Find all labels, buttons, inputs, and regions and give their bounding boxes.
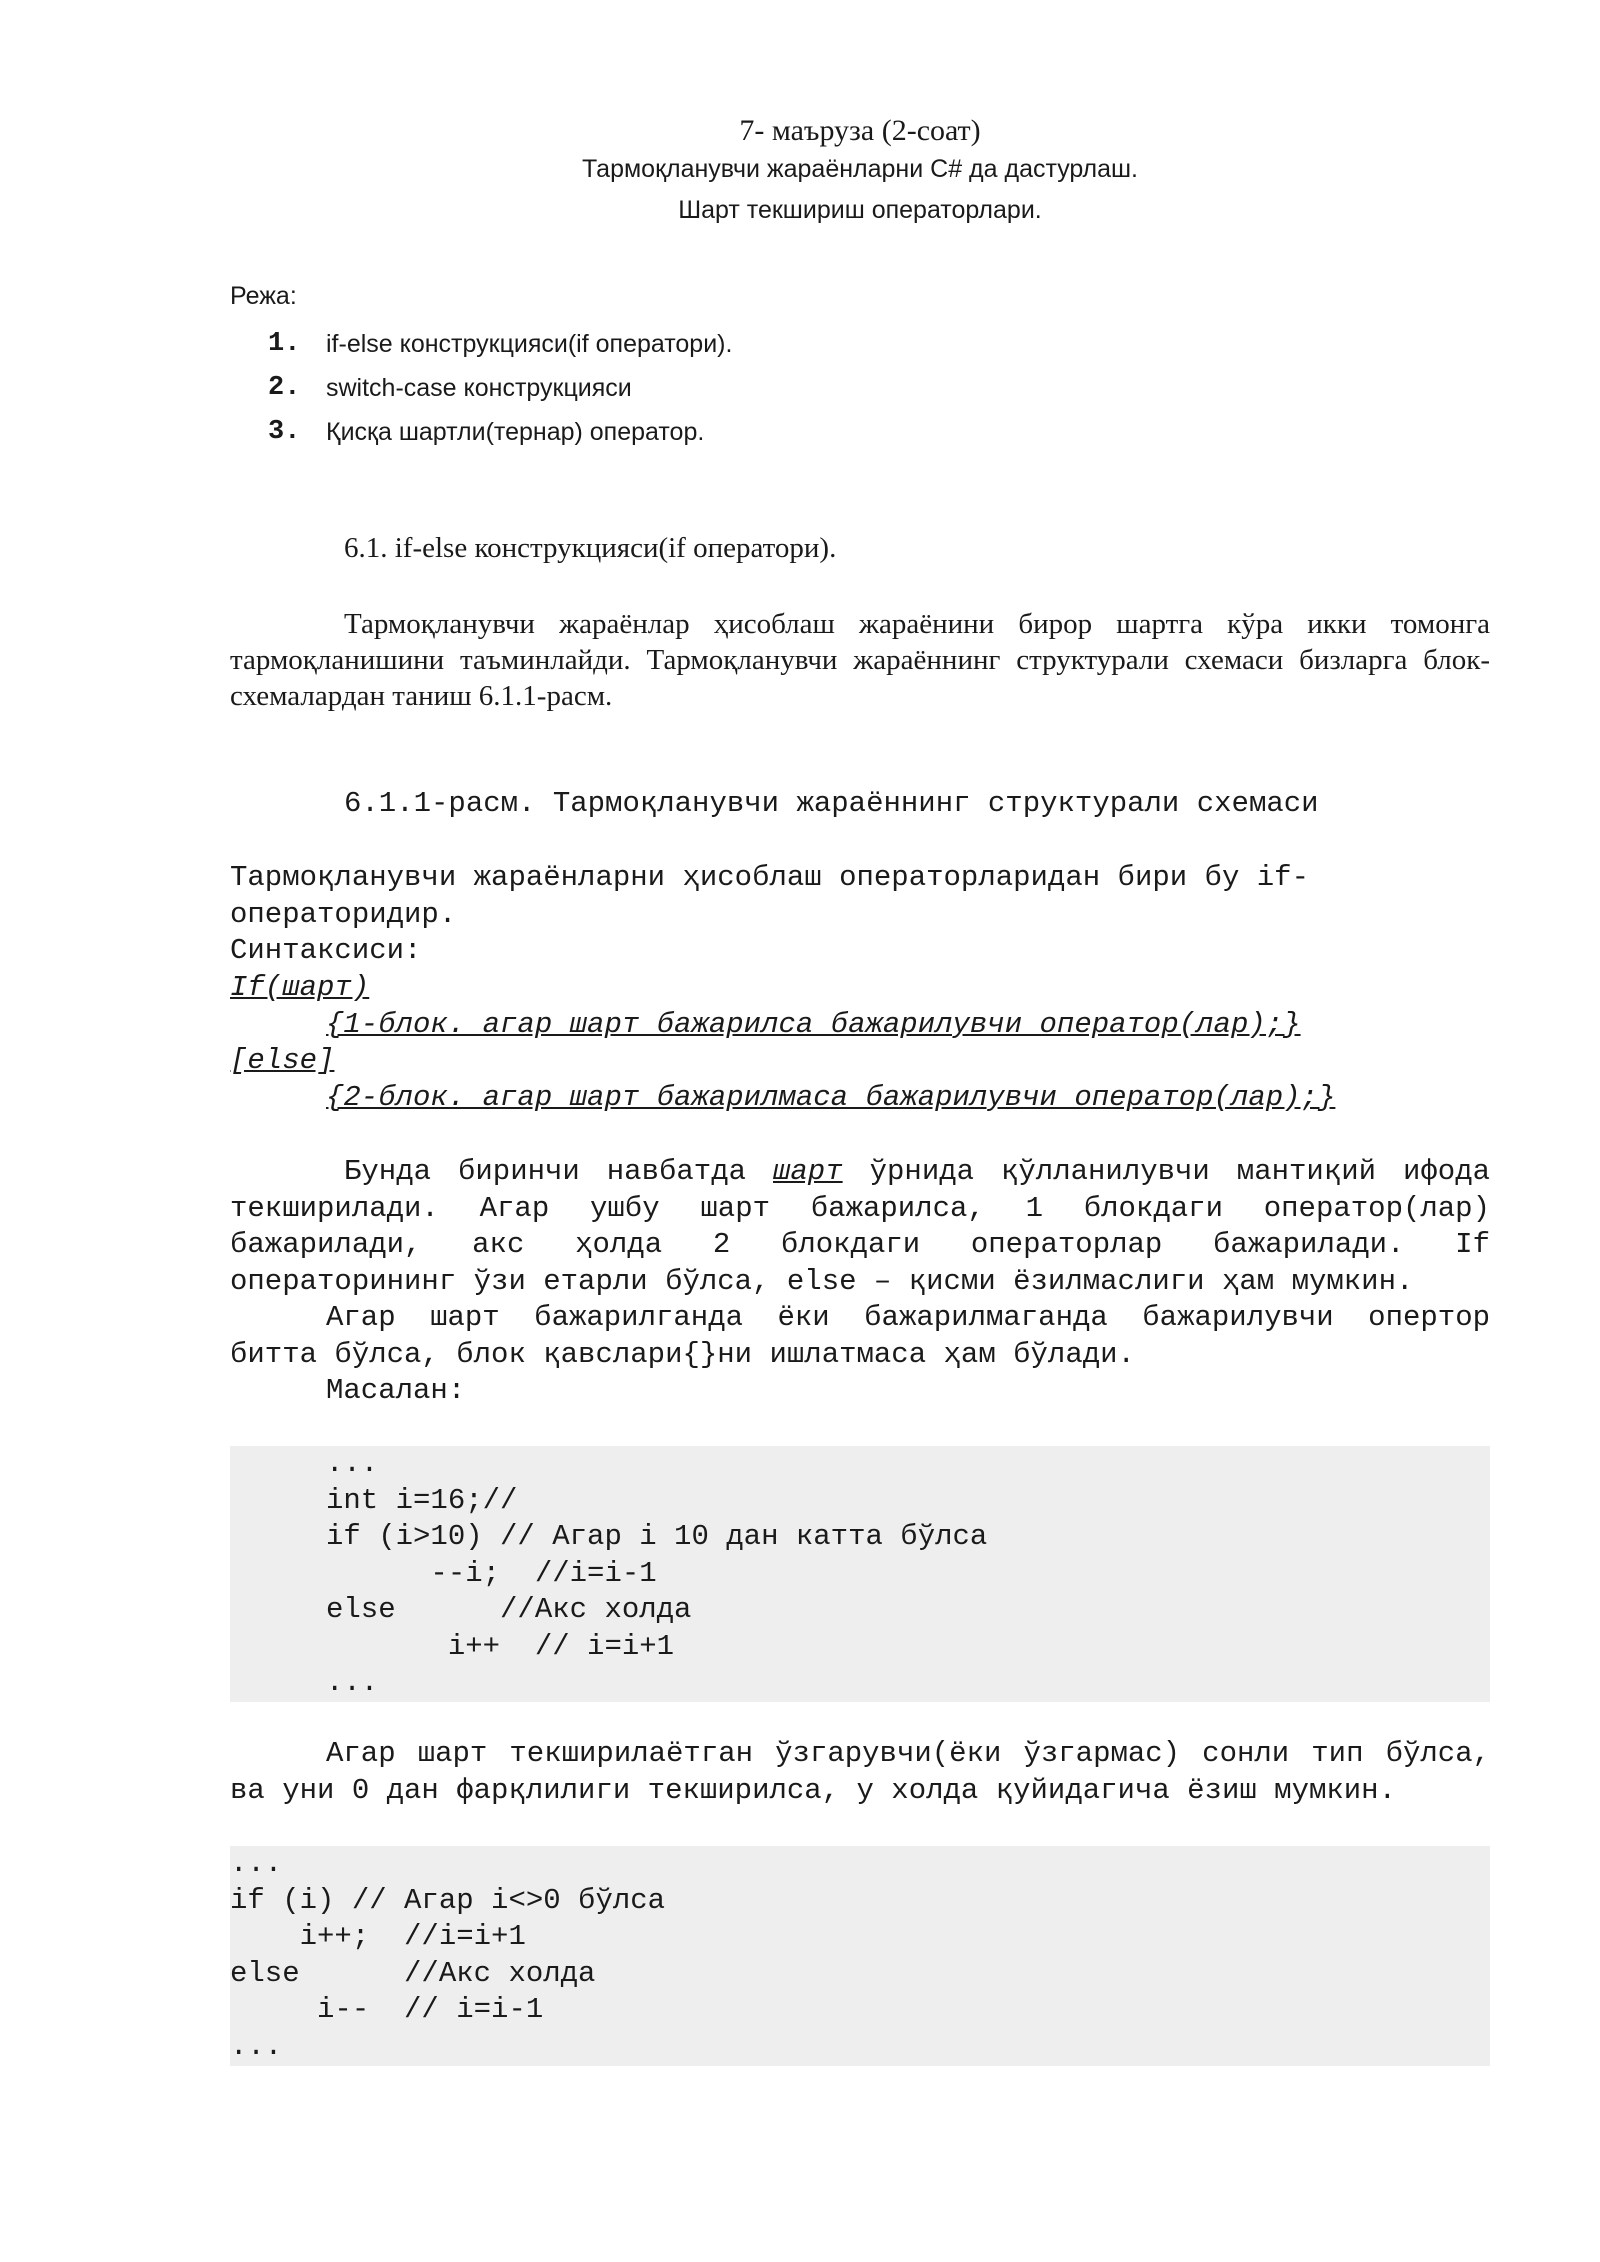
syntax-if-line: If(шарт): [230, 971, 370, 1004]
lecture-subtitle: Тармоқланувчи жараёнларни C# да дастурлаш.: [582, 155, 1138, 183]
explanation: [230, 1154, 1490, 1410]
figure-caption: 6.1.1-расм. Тармоқланувчи жараённинг структурали схемаси: [344, 787, 1319, 820]
lecture-title: 7- маъруза (2-соат): [739, 114, 981, 147]
condition-term: шарт: [773, 1155, 843, 1188]
lecture-subtitle-2: Шарт текшириш операторлари.: [678, 196, 1042, 224]
code-example-2: [230, 1846, 1490, 2066]
plan-item-number: 3.: [268, 417, 301, 447]
explanation-paragraph: [230, 1154, 1490, 1300]
section-heading: 6.1. if-else конструкцияси(if оператори).: [344, 532, 837, 564]
plan-item-text: if-else конструкцияси(if оператори).: [326, 329, 733, 358]
plan-item-text: switch-case конструкцияси: [326, 373, 632, 402]
explanation-text: Агар шарт текширилаётган ўзгарувчи(ёки ўзгармас) сонли тип бўлса, ва уни 0 дан фарқлилиги текширилса, у холда қуйидагича ёзиш мумкин.: [230, 1737, 1490, 1807]
code-example-2-text: ... if (i) // Агар i<>0 бўлса i++; //i=i+1 else //Акс холда i-- // i=i-1 ...: [230, 1847, 666, 2063]
syntax-intro-line: операторидир.: [230, 897, 457, 931]
code-example-1-text: ... int i=16;// if (i>10) // Агар i 10 дан катта бўлса --i; //i=i-1 else //Акс холда i++ // i=i+1 ...: [326, 1447, 988, 1699]
plan-item: [268, 366, 732, 410]
intro-text: Тармоқланувчи жараёнлар ҳисоблаш жараёнини бирор шартга кўра икки томонга тармоқланишини таъминлайди. Тармоқланувчи жараённинг структурали схемаси бизларга блок-схемалардан таниш 6.1.1-расм.: [230, 608, 1490, 712]
plan-item: [268, 410, 732, 454]
intro-paragraph: [230, 606, 1490, 714]
plan-item-number: 2.: [268, 373, 301, 403]
plan-label: Режа:: [230, 282, 297, 310]
plan-list: [268, 322, 732, 454]
syntax-label: Синтаксиси:: [230, 934, 422, 967]
explanation-paragraph-2: [230, 1300, 1490, 1373]
syntax-else-line: [else]: [230, 1044, 335, 1077]
explanation-text: Бунда биринчи навбатда: [344, 1155, 747, 1188]
code-example-1: [230, 1446, 1490, 1702]
syntax-block: [230, 970, 1335, 1116]
syntax-intro-line: Тармоқланувчи жараёнларни ҳисоблаш операторларидан бири бу if-: [230, 861, 1309, 894]
example-label-line: [230, 1373, 1490, 1410]
explanation-text: ўрнида қўлланилувчи мантиқий ифода текширилади. Агар ушбу шарт бажарилса, 1 блокдаги оператор(лар) бажарилади, акс ҳолда 2 блокдаги операторлар бажарилади. If операторининг ўзи етарли бўлса, else – қисми ёзилмаслиги ҳам мумкин.: [230, 1155, 1491, 1298]
plan-item-text: Қисқа шартли(тернар) оператор.: [326, 417, 705, 446]
syntax-block-2: {2-блок. агар шарт бажарилмаса бажарилувчи оператор(лар);}: [326, 1080, 1336, 1114]
explanation-text: Агар шарт бажарилганда ёки бажарилмаганда бажарилувчи опертор битта бўлса, блок қавслари{}ни ишлатмаса ҳам бўлади.: [230, 1301, 1490, 1371]
plan-item-number: 1.: [268, 329, 301, 359]
example-label: Масалан:: [326, 1374, 466, 1407]
explanation-paragraph-3: [230, 1736, 1490, 1809]
syntax-block-1: {1-блок. агар шарт бажарилса бажарилувчи оператор(лар);}: [326, 1007, 1301, 1041]
plan-item: [268, 322, 732, 366]
explanation-3: [230, 1736, 1490, 1809]
syntax-intro: [230, 860, 1490, 970]
